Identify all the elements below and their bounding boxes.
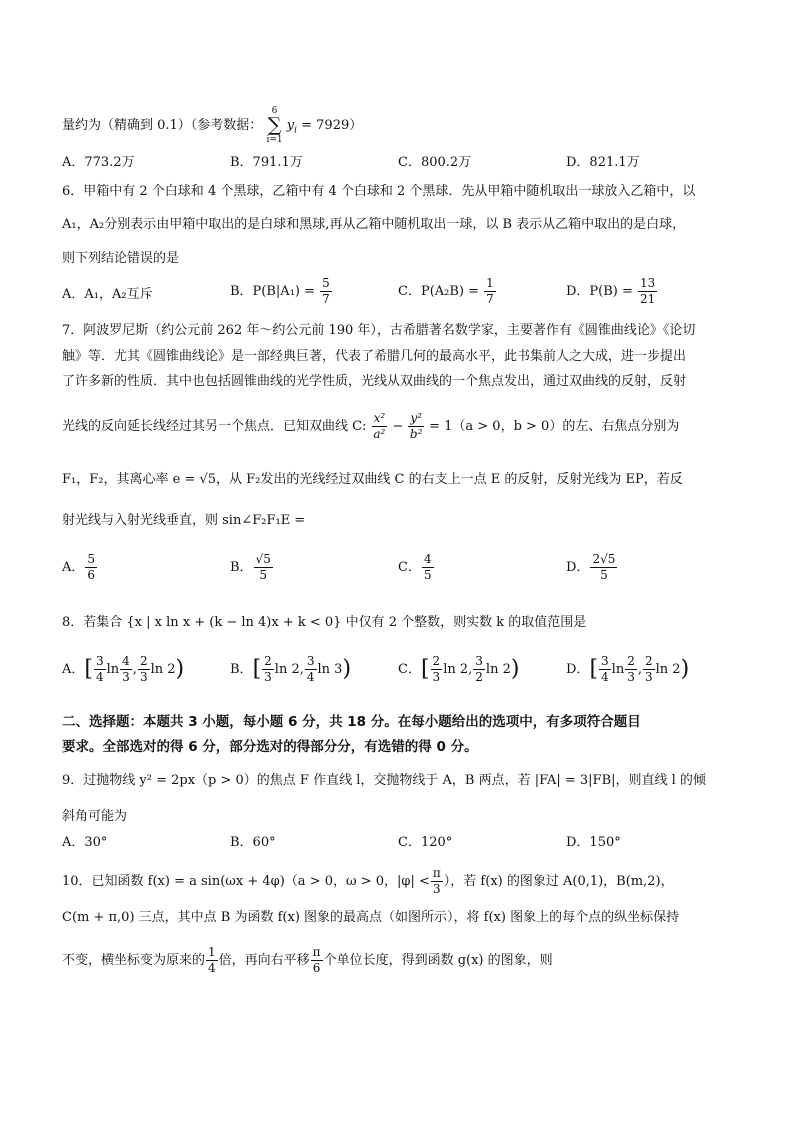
- sum-top: 6: [271, 106, 278, 116]
- frac-num: y²: [410, 411, 422, 425]
- frac-num: 1: [486, 276, 494, 290]
- q5-text: 量约为（精确到 0.1）（参考数据：: [62, 118, 263, 133]
- frac-den: 3: [139, 670, 148, 684]
- frac-den: 5: [423, 568, 432, 582]
- q5-option-a[interactable]: A．773.2万: [62, 155, 135, 170]
- ln-text: ln: [106, 662, 120, 677]
- frac-den: 4: [601, 670, 609, 684]
- bracket-open: [: [589, 656, 599, 682]
- frac-den: 21: [640, 292, 656, 306]
- q9-options: [62, 834, 752, 860]
- ln-text: ln 2,: [274, 662, 304, 677]
- q8-option-b[interactable]: [230, 654, 351, 685]
- frac-den: 4: [208, 961, 216, 975]
- q9-option-b[interactable]: B．60°: [230, 835, 276, 850]
- q6-option-b-fraction: [320, 276, 332, 307]
- frac-num: 2: [264, 654, 272, 668]
- frac-num: 5: [322, 276, 330, 290]
- q9-option-d[interactable]: D．150°: [566, 835, 621, 850]
- option-label: B．: [230, 662, 253, 677]
- frac-num: √5: [255, 552, 271, 566]
- q7-line-4: [62, 410, 679, 444]
- q8-line: 8．若集合 {x | x ln x + (k − ln 4)x + k < 0} 中仅有 2 个整数，则实数 k 的取值范围是: [62, 615, 587, 630]
- q7-option-b-fraction: [254, 552, 273, 583]
- frac: [262, 654, 274, 685]
- q9-line-1: 9．过抛物线 y² = 2px（p > 0）的焦点 F 作直线 l，交抛物线于 A，B 两点，若 |FA| = 3|FB|，则直线 l 的倾: [62, 773, 706, 788]
- q7-line-4-pre: 光线的反向延长线经过其另一个焦点．已知双曲线 C:: [62, 419, 367, 434]
- ln-text: ln 3: [317, 662, 343, 677]
- frac-den: 4: [306, 670, 315, 684]
- option-label: B．: [230, 560, 253, 575]
- bracket-open: [: [420, 656, 430, 682]
- ln-text: ln 2: [485, 662, 511, 677]
- bracket-close: ): [342, 656, 352, 682]
- section-2-heading-line-1: 二、选择题：本题共 3 小题，每小题 6 分，共 18 分。在每小题给出的选项中，有多项符合题目: [62, 714, 641, 730]
- ln-text: ln 2: [150, 662, 176, 677]
- frac: [138, 654, 150, 685]
- frac-num: 2: [627, 654, 635, 668]
- q9-option-c[interactable]: C．120°: [398, 835, 453, 850]
- frac-den: 3: [644, 670, 653, 684]
- hyperbola-x-fraction: [372, 411, 388, 442]
- q7-option-d-fraction: [590, 552, 617, 583]
- frac-num: 3: [601, 654, 609, 668]
- frac-den: 3: [433, 882, 441, 896]
- frac-num: 4: [423, 552, 432, 566]
- q6-option-d[interactable]: [566, 276, 658, 307]
- sum-expr: y: [286, 118, 295, 133]
- q9-option-a[interactable]: A．30°: [62, 835, 108, 850]
- q7-line-2: 触》等．尤其《圆锥曲线论》是一部经典巨著，代表了希腊几何的最高水平，此书集前人之大成，进一步提出: [62, 349, 687, 364]
- frac-den: 2: [475, 670, 483, 684]
- frac: [473, 654, 485, 685]
- pi-over-3-fraction: [431, 866, 443, 897]
- option-label: D．: [566, 662, 590, 677]
- bracket-open: [: [84, 656, 93, 682]
- frac-num: 2: [139, 654, 148, 668]
- q6-option-c-text: C．P(A₂B) =: [398, 284, 484, 299]
- frac: [305, 654, 317, 685]
- frac-num: 3: [306, 654, 315, 668]
- frac-num: 5: [87, 552, 96, 566]
- q8-options: [62, 654, 752, 696]
- q7-line-1: 7．阿波罗尼斯（约公元前 262 年～约公元前 190 年），古希腊著名数学家，主要著作有《圆锥曲线论》《论切: [62, 323, 696, 338]
- frac-den: a²: [373, 427, 386, 441]
- q6-line-2: A₁，A₂分别表示由甲箱中取出的是白球和黑球,再从乙箱中随机取出一球，以 B 表示从乙箱中取出的是白球，: [62, 217, 686, 232]
- ln-text: ln 2: [655, 662, 681, 677]
- sum-value: = 7929）: [301, 118, 363, 133]
- q7-line-6: 射光线与入射光线垂直，则 sin∠F₂F₁E =: [62, 513, 306, 528]
- q8-option-c[interactable]: [398, 654, 519, 685]
- hyperbola-y-fraction: [408, 411, 424, 442]
- frac-num: x²: [373, 411, 386, 425]
- sum-symbol: 6 ∑ i=1: [266, 106, 283, 145]
- q7-line-4-post: = 1（a > 0，b > 0）的左、右焦点分别为: [429, 419, 680, 434]
- frac-num: π: [432, 866, 441, 880]
- q5-option-c[interactable]: C．800.2万: [398, 155, 472, 170]
- comma: ,: [637, 662, 642, 677]
- q6-options: [62, 276, 752, 316]
- sum-bottom: i=1: [266, 135, 283, 145]
- frac: [643, 654, 655, 685]
- frac-den: 3: [627, 670, 635, 684]
- frac-den: 4: [95, 670, 104, 684]
- q7-options: [62, 552, 752, 592]
- q10-line-3-mid: 倍，再向右平移: [218, 953, 310, 968]
- bracket-close: ): [680, 656, 690, 682]
- q6-line-1: 6．甲箱中有 2 个白球和 4 个黑球，乙箱中有 4 个白球和 2 个黑球．先从甲箱中随机取出一球放入乙箱中，以: [62, 184, 696, 199]
- frac-den: 5: [259, 568, 268, 582]
- q6-option-d-text: D．P(B) =: [566, 284, 638, 299]
- bracket-close: ): [510, 656, 520, 682]
- frac-num: 4: [122, 654, 130, 668]
- frac-den: 7: [486, 292, 494, 306]
- frac: [431, 654, 443, 685]
- q6-option-b-text: B．P(B|A₁) =: [230, 284, 320, 299]
- ln-text: ln 2,: [443, 662, 473, 677]
- frac-num: 2√5: [592, 552, 616, 566]
- frac-den: b²: [409, 427, 423, 441]
- q10-line-1-post: ），若 f(x) 的图象过 A(0,1)，B(m,2)，: [443, 874, 674, 889]
- frac-num: 2: [644, 654, 653, 668]
- q7-option-c[interactable]: [398, 552, 435, 583]
- q10-line-2: C(m + π,0) 三点，其中点 B 为函数 f(x) 图象的最高点（如图所示），将 f(x) 图象上的每个点的纵坐标保持: [62, 910, 680, 925]
- frac-den: 5: [600, 568, 608, 582]
- q6-option-c-fraction: [484, 276, 496, 307]
- frac-den: 3: [432, 670, 441, 684]
- q6-option-a[interactable]: A．A₁，A₂互斥: [62, 287, 153, 302]
- frac: [120, 654, 132, 685]
- q7-line-5: F₁，F₂，其离心率 e = √5，从 F₂发出的光线经过双曲线 C 的右支上一点 E 的反射，反射光线为 EP，若反: [62, 472, 683, 487]
- q7-option-a[interactable]: [62, 552, 98, 583]
- q8-option-a[interactable]: [62, 654, 184, 685]
- q6-line-3: 则下列结论错误的是: [62, 251, 180, 266]
- q9-line-2: 斜角可能为: [62, 809, 128, 824]
- frac: [94, 654, 106, 685]
- frac-num: 3: [475, 654, 483, 668]
- frac-den: 6: [312, 961, 321, 975]
- q5-option-d[interactable]: D．821.1万: [566, 155, 640, 170]
- option-label: D．: [566, 560, 590, 575]
- option-label: C．: [398, 560, 421, 575]
- frac-den: 6: [87, 568, 96, 582]
- frac: [599, 654, 611, 685]
- frac: [625, 654, 637, 685]
- bracket-open: [: [252, 656, 262, 682]
- option-label: A．: [62, 560, 85, 575]
- q5-line: 量约为（精确到 0.1）（参考数据： 6 ∑ i=1 $y_i = 7929$）: [62, 106, 363, 145]
- q10-line-1-pre: 10．已知函数 f(x) = a sin(ωx + 4φ)（a > 0，ω > 0，|φ| <: [62, 874, 430, 889]
- q8-option-d[interactable]: [566, 654, 689, 685]
- q7-option-b[interactable]: [230, 552, 274, 583]
- minus-sign: −: [388, 419, 408, 434]
- q5-options: [62, 154, 752, 180]
- frac-num: 2: [432, 654, 441, 668]
- bracket-close: ): [175, 656, 185, 682]
- frac-num: 1: [208, 945, 216, 959]
- q6-option-c[interactable]: [398, 276, 497, 307]
- q7-line-3: 了许多新的性质．其中也包括圆锥曲线的光学性质，光线从双曲线的一个焦点发出，通过双曲线的反射，反射: [62, 374, 687, 389]
- section-2-heading-line-2: 要求。全部选对的得 6 分，部分选对的得部分分，有选错的得 0 分。: [62, 739, 478, 755]
- frac-den: 7: [322, 292, 330, 306]
- comma: ,: [132, 662, 137, 677]
- q7-option-c-fraction: [422, 552, 434, 583]
- frac-den: 3: [122, 670, 130, 684]
- q10-line-3-pre: 不变，横坐标变为原来的: [62, 953, 206, 968]
- q6-option-d-fraction: [638, 276, 657, 307]
- frac-den: 3: [264, 670, 272, 684]
- option-label: A．: [62, 662, 85, 677]
- frac-num: 3: [95, 654, 104, 668]
- one-quarter-fraction: [206, 945, 218, 976]
- frac-num: 13: [640, 276, 656, 290]
- q5-option-b[interactable]: B．791.1万: [230, 155, 303, 170]
- pi-over-6-fraction: [311, 945, 323, 976]
- q7-option-a-fraction: [85, 552, 97, 583]
- ln-text: ln: [611, 662, 625, 677]
- q10-line-3-post: 个单位长度，得到函数 g(x) 的图象，则: [323, 953, 553, 968]
- frac-num: π: [312, 945, 321, 959]
- q7-option-d[interactable]: [566, 552, 618, 583]
- q6-option-b[interactable]: [230, 276, 333, 307]
- q10-line-1: [62, 866, 674, 897]
- q10-line-3: [62, 944, 553, 978]
- option-label: C．: [398, 662, 421, 677]
